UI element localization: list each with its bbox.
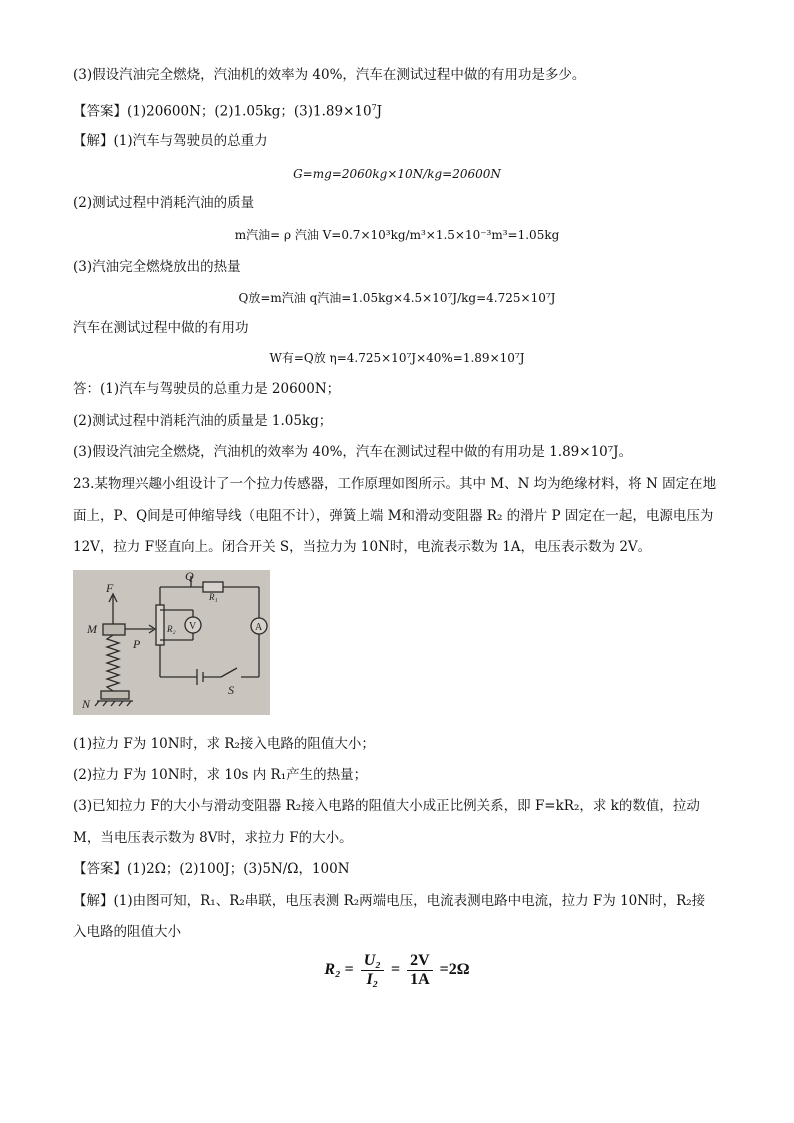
text-line: (2)测试过程中消耗汽油的质量 — [73, 195, 255, 211]
equation: G=mg=2060kg×10N/kg=20600N — [293, 167, 501, 181]
equation: m汽油= ρ 汽油 V=0.7×10³kg/m³×1.5×10⁻³m³=1.05kg — [234, 228, 560, 242]
voltmeter-label: V — [189, 621, 197, 632]
fraction-values: $\frac{2V}{1A}$ — [407, 952, 433, 989]
question-2: (2)拉力 F为 10N时，求 10s 内 R₁产生的热量； — [73, 767, 368, 783]
text-line: (3)假设汽油完全燃烧，汽油机的效率为 40%，汽车在测试过程中做的有用功是多少。 — [73, 67, 586, 83]
formula-lhs: R₂ — [324, 961, 341, 979]
text-line: 【解】(1)汽车与驾驶员的总重力 — [73, 133, 268, 149]
label-S: S — [228, 683, 234, 697]
circuit-diagram — [73, 570, 270, 715]
question-1: (1)拉力 F为 10N时，求 R₂接入电路的阻值大小； — [73, 736, 375, 752]
problem-text: 面上，P、Q间是可伸缩导线（电阻不计），弹簧上端 M和滑动变阻器 R₂ 的滑片 P 固定在一起，电源电压为 — [73, 508, 714, 524]
problem-text: 12V，拉力 F竖直向上。闭合开关 S，当拉力为 10N时，电流表示数为 1A，电压表示数为 2V。 — [73, 539, 652, 555]
label-M: M — [87, 622, 97, 636]
equation: W有=Q放 η=4.725×10⁷J×40%=1.89×10⁷J — [269, 351, 525, 365]
label-F: F — [106, 581, 114, 595]
label-N: N — [82, 697, 91, 711]
ammeter-label: A — [255, 622, 263, 633]
label-Q: Q — [185, 570, 194, 583]
solution-text: 入电路的阻值大小 — [73, 924, 181, 940]
resistance-formula: R₂ = $\frac{\text{U₂}}{\text{I₂}}$ = $\frac{2V}{1A}$ =2Ω — [324, 952, 470, 988]
label-R1: R₁ — [209, 592, 218, 602]
text-line: 汽车在测试过程中做的有用功 — [73, 320, 249, 336]
label-R2: R₂ — [167, 624, 176, 634]
equation: Q放=m汽油 q汽油=1.05kg×4.5×10⁷J/kg=4.725×10⁷J — [238, 291, 556, 305]
question-3: (3)已知拉力 F的大小与滑动变阻器 R₂接入电路的阻值大小成正比例关系，即 F=kR₂，求 k的数值，拉动 — [73, 798, 700, 814]
label-P: P — [133, 637, 141, 651]
text-line: (3)汽油完全燃烧放出的热量 — [73, 259, 241, 275]
text-line: (2)测试过程中消耗汽油的质量是 1.05kg； — [73, 413, 333, 429]
answer-line: 【答案】(1)2Ω；(2)100J；(3)5N/Ω，100N — [73, 861, 350, 877]
answer-line: 【答案】(1)20600N；(2)1.05kg；$(3)1.89\times 10^7J$ — [73, 103, 383, 120]
text-line: 答：(1)汽车与驾驶员的总重力是 20600N； — [73, 381, 341, 397]
problem-text: 23.某物理兴趣小组设计了一个拉力传感器，工作原理如图所示。其中 M、N 均为绝缘材料，将 N 固定在地 — [73, 476, 717, 492]
fraction-u-over-i: $\frac{\text{U₂}}{\text{I₂}}$ — [361, 952, 384, 989]
question-3-cont: M，当电压表示数为 8V时，求拉力 F的大小。 — [73, 830, 353, 846]
formula-result: 2Ω — [448, 961, 470, 979]
text-line: (3)假设汽油完全燃烧，汽油机的效率为 40%，汽车在测试过程中做的有用功是 1.89×10⁷J。 — [73, 444, 633, 460]
solution-text: 【解】(1)由图可知，R₁、R₂串联，电压表测 R₂两端电压，电流表测电路中电流，拉力 F为 10N时，R₂接 — [73, 893, 706, 909]
